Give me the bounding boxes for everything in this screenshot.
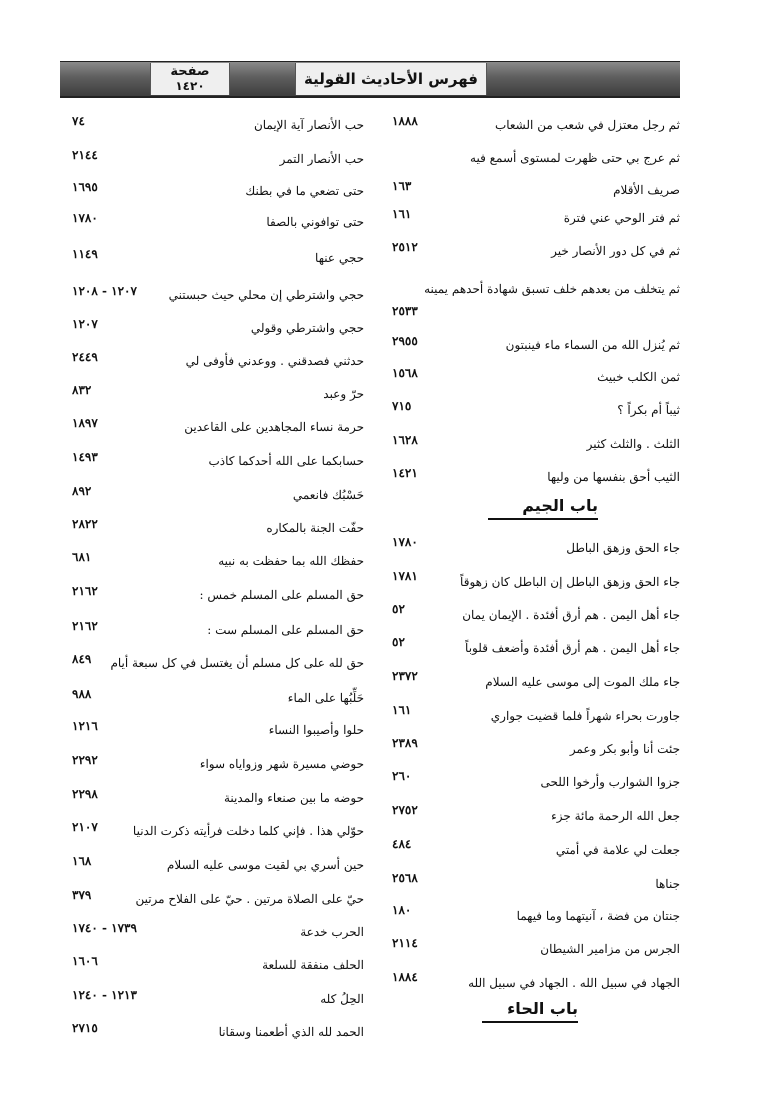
entry-number: ١٧٨٠: [72, 211, 98, 225]
entry-text: ثم يتخلف من بعدهم خلف تسبق شهادة أحدهم يمينه: [424, 282, 680, 296]
entry-number: ١٦٩٥: [72, 180, 98, 194]
entry-text: حرّ وعبد: [323, 387, 364, 401]
entry-text: ثيباً أم بكراً ؟: [617, 403, 680, 417]
entry-number: ٦٨١: [72, 550, 92, 564]
index-entry: [0, 921, 364, 942]
index-entry: [0, 211, 364, 232]
entry-number: ٢٥١٢: [392, 240, 418, 254]
entry-number: ٢١٠٧: [72, 820, 98, 834]
index-entry: [0, 820, 364, 841]
entry-text: حق المسلم على المسلم خمس :: [199, 588, 364, 602]
entry-number: ١٨٨٤: [392, 970, 418, 984]
entry-number: ٤٨٤: [392, 837, 412, 851]
entry-number: ١٧٣٩ - ١٧٤٠: [72, 921, 137, 935]
entry-number: ٥٢: [392, 602, 405, 616]
entry-text: حتى تضعي ما في بطنك: [245, 184, 364, 198]
entry-text: حفّت الجنة بالمكاره: [266, 521, 364, 535]
entry-number: ١٢٠٧: [72, 317, 98, 331]
entry-text: حدثني فصدقني . ووعدني فأوفى لي: [185, 354, 364, 368]
entry-text: حلوا وأصيبوا النساء: [268, 723, 364, 737]
entry-number: ١٨٨٨: [392, 114, 418, 128]
entry-number: ٢٧١٥: [72, 1021, 98, 1035]
section-rule-ha: [482, 1021, 578, 1023]
entry-text: جزوا الشوارب وأرخوا اللحى: [540, 775, 680, 789]
entry-number: ١٧٨٠: [392, 535, 418, 549]
entry-text: جاء الحق وزهق الباطل إن الباطل كان زهوقاً: [460, 575, 680, 589]
entry-number: ٢٤٤٩: [72, 350, 98, 364]
index-entry: [0, 317, 364, 338]
entry-number: ٨٩٢: [72, 484, 92, 498]
entry-text: ثمن الكلب خبيث: [597, 370, 680, 384]
index-entry: [0, 954, 364, 975]
entry-text: الثيب أحق بنفسها من وليها: [547, 470, 680, 484]
entry-text: الجرس من مزامير الشيطان: [540, 942, 680, 956]
index-entry: [0, 247, 364, 268]
index-entry: [0, 350, 364, 371]
entry-text: جعلت لي علامة في أمتي: [555, 843, 680, 857]
entry-text: جئت أنا وأبو بكر وعمر: [569, 742, 680, 756]
entry-number: ٩٨٨: [72, 687, 92, 701]
entry-text: حَلِّبُها على الماء: [287, 691, 364, 705]
page-header: [60, 61, 680, 98]
entry-text: حق لله على كل مسلم أن يغتسل في كل سبعة أيام: [110, 656, 364, 670]
entry-text: حفظك الله بما حفظت به نبيه: [218, 554, 364, 568]
entry-text: حتى توافوني بالصفا: [266, 215, 364, 229]
index-entry: [0, 687, 364, 708]
entry-text: ثم في كل دور الأنصار خير: [551, 244, 680, 258]
index-entry: [0, 550, 364, 571]
entry-text: جنتان من فضة ، آنيتهما وما فيهما: [516, 909, 680, 923]
entry-text: حوضي مسيرة شهر وزواياه سواء: [199, 757, 364, 771]
entry-text: جاء أهل اليمن . هم أرق أفئدة وأضعف قلوباً: [465, 641, 680, 655]
entry-text: حرمة نساء المجاهدين على القاعدين: [184, 420, 364, 434]
entry-text: ثم عرج بي حتى ظهرت لمستوى أسمع فيه: [470, 151, 680, 165]
index-entry: [0, 466, 680, 487]
section-heading-ha: باب الحاء: [507, 999, 578, 1018]
entry-number: ١٤٩٣: [72, 450, 98, 464]
index-entry: [0, 719, 364, 740]
entry-text: جاء الحق وزهق الباطل: [566, 541, 680, 555]
entry-text: جاورت بحراء شهراً فلما قضيت جواري: [490, 709, 680, 723]
index-entry: [0, 433, 680, 454]
entry-number: ١٦٣: [392, 179, 412, 193]
index-entry: [0, 180, 364, 201]
entry-number: ١٢١٦: [72, 719, 98, 733]
entry-text: حب الأنصار آية الإيمان: [253, 118, 364, 132]
entry-number: ٢٦٠: [392, 769, 412, 783]
index-entry: [0, 484, 364, 505]
entry-text: حيّ على الصلاة مرتين . حيّ على الفلاح مرتين: [135, 892, 364, 906]
entry-text: الحرب خدعة: [300, 925, 364, 939]
index-entry: [0, 114, 364, 135]
entry-number: ١٨٩٧: [72, 416, 98, 430]
entry-text: حين أسري بي لقيت موسى عليه السلام: [166, 858, 364, 872]
entry-text: ثم يُنزل الله من السماء ماء فينبتون: [505, 338, 680, 352]
index-entry: [0, 383, 364, 404]
index-entry: [0, 284, 364, 305]
entry-text: حجي واشترطي إن محلي حيث حبستني: [168, 288, 364, 302]
index-entry: [0, 988, 364, 1009]
index-entry: [0, 854, 364, 875]
entry-text: حب الأنصار التمر: [279, 152, 364, 166]
entry-number: ٢١١٤: [392, 936, 418, 950]
entry-text: الحِلُ كله: [320, 992, 364, 1006]
entry-number: ٢٥٣٣: [392, 304, 418, 318]
index-entry: [0, 619, 364, 640]
entry-text: صريف الأقلام: [613, 183, 680, 197]
entry-number: ٨٤٩: [72, 652, 92, 666]
entry-number: ٧٤: [72, 114, 85, 128]
entry-number: ٢٧٥٢: [392, 803, 418, 817]
entry-text: حق المسلم على المسلم ست :: [207, 623, 364, 637]
index-entry: [0, 787, 364, 808]
entry-text: جعل الله الرحمة مائة جزء: [551, 809, 680, 823]
index-entry: [0, 148, 364, 169]
index-entry: [0, 416, 364, 437]
entry-text: جاء ملك الموت إلى موسى عليه السلام: [485, 675, 680, 689]
entry-text: حوضه ما بين صنعاء والمدينة: [224, 791, 364, 805]
entry-text: حَسْبُك فانعمي: [292, 488, 364, 502]
index-entry: [0, 753, 364, 774]
entry-number: ١٦٠٦: [72, 954, 98, 968]
entry-text: الحمد لله الذي أطعمنا وسقانا: [218, 1025, 364, 1039]
entry-text: حجي عنها: [315, 251, 364, 265]
page-title: فهرس الأحاديث القولية: [295, 63, 487, 95]
entry-number: ١٦٨: [72, 854, 92, 868]
entry-number: ١٤٢١: [392, 466, 418, 480]
entry-number: ١١٤٩: [72, 247, 98, 261]
section-rule-jim: [488, 518, 598, 520]
entry-text: الثلث . والثلث كثير: [586, 437, 680, 451]
entry-text: حوّلي هذا . فإني كلما دخلت فرأيته ذكرت الدنيا: [132, 824, 364, 838]
entry-number: ١٦١: [392, 207, 412, 221]
entry-text: الحلف منفقة للسلعة: [262, 958, 364, 972]
index-entry: [0, 652, 364, 673]
entry-text: حسابكما على الله أحدكما كاذب: [208, 454, 364, 468]
entry-text: ثم رجل معتزل في شعب من الشعاب: [494, 118, 680, 132]
entry-number: ٢١٦٢: [72, 584, 98, 598]
entry-text: ثم فتر الوحي عني فترة: [563, 211, 680, 225]
entry-number: ١٧٨١: [392, 569, 418, 583]
page-number-box: [150, 63, 230, 95]
page-label: صفحة: [170, 64, 210, 79]
index-entry: [0, 517, 364, 538]
entry-text: جناها: [655, 877, 680, 891]
entry-number: ٨٣٢: [72, 383, 92, 397]
index-entry: [0, 450, 364, 471]
index-entry: [0, 1021, 364, 1042]
entry-number: ١٦١: [392, 703, 412, 717]
index-entry: [0, 366, 680, 387]
section-heading-jim: باب الجيم: [522, 496, 598, 515]
entry-number: ١٢١٣ - ١٢٤٠: [72, 988, 137, 1002]
entry-number: ٣٧٩: [72, 888, 92, 902]
entry-number: ٢٥٦٨: [392, 871, 418, 885]
entry-number: ٢٣٧٢: [392, 669, 418, 683]
entry-number: ٢١٤٤: [72, 148, 98, 162]
entry-number: ٢١٦٢: [72, 619, 98, 633]
entry-number: ١٦٢٨: [392, 433, 418, 447]
entry-number: ١٥٦٨: [392, 366, 418, 380]
entry-number: ٢٨٢٢: [72, 517, 98, 531]
entry-text: حجي واشترطي وقولي: [250, 321, 364, 335]
entry-number: ٢٢٩٢: [72, 753, 98, 767]
index-entry: [0, 399, 680, 420]
entry-number: ١٢٠٧ - ١٢٠٨: [72, 284, 137, 298]
entry-number: ٢٩٥٥: [392, 334, 418, 348]
entry-number: ٢٣٨٩: [392, 736, 418, 750]
page-number: ١٤٢٠: [175, 79, 205, 93]
entry-text: الجهاد في سبيل الله . الجهاد في سبيل الله: [468, 976, 680, 990]
entry-number: ٥٢: [392, 635, 405, 649]
index-entry: [0, 584, 364, 605]
entry-number: ٧١٥: [392, 399, 412, 413]
index-entry: [0, 888, 364, 909]
entry-number: ٢٢٩٨: [72, 787, 98, 801]
entry-text: جاء أهل اليمن . هم أرق أفئدة . الإيمان يمان: [462, 608, 680, 622]
entry-number: ١٨٠: [392, 903, 412, 917]
